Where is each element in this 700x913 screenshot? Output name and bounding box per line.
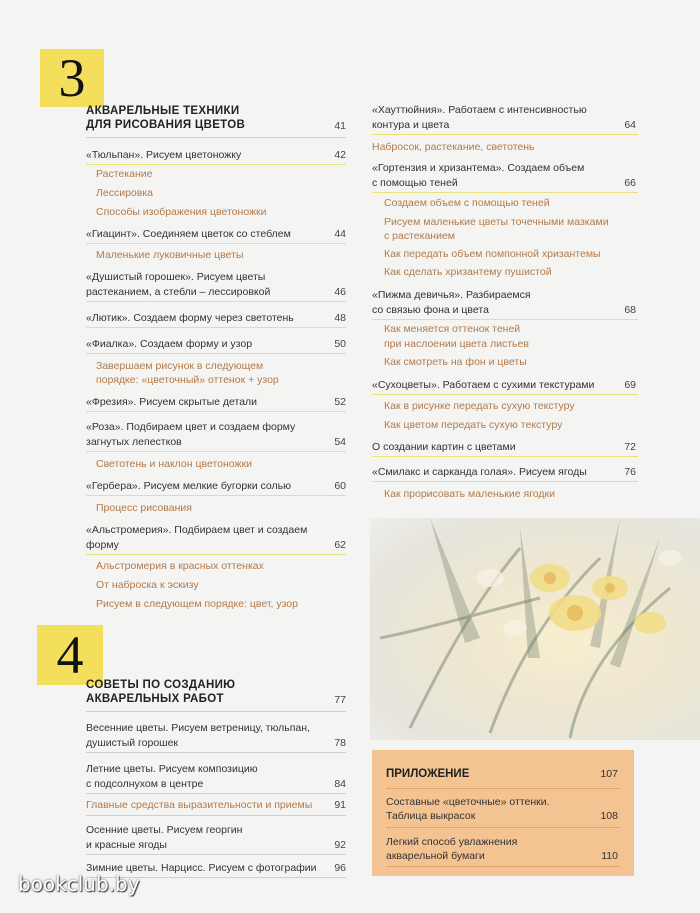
chapter-4-number: 4 [56, 625, 84, 685]
toc-subentry: Как прорисовать маленькие ягодки [384, 488, 555, 500]
toc-page: 84 [334, 778, 346, 790]
toc-entry: с подсолнухом в центре [86, 778, 204, 790]
toc-entry: «Хауттюйния». Работаем с интенсивностью [372, 104, 587, 116]
toc-entry: «Тюльпан». Рисуем цветоножку [86, 149, 242, 161]
toc-subentry: Как меняется оттенок теней [384, 323, 521, 335]
toc-subentry: Как в рисунке передать сухую текстуру [384, 400, 575, 412]
toc-subentry: Рисуем в следующем порядке: цвет, узор [96, 598, 298, 610]
toc-entry: О создании картин с цветами [372, 441, 516, 453]
toc-entry: «Смилакс и сарканда голая». Рисуем ягоды [372, 466, 587, 478]
appendix-item-page: 108 [600, 810, 618, 822]
toc-page: 46 [334, 286, 346, 298]
toc-subentry: Создаем объем с помощью теней [384, 197, 550, 209]
toc-page: 50 [334, 338, 346, 350]
chapter-4-title [86, 678, 235, 706]
divider [372, 481, 638, 482]
flower-painting [370, 518, 700, 740]
toc-page: 66 [624, 177, 636, 189]
divider [86, 411, 346, 412]
divider [86, 301, 346, 302]
divider [86, 327, 346, 328]
toc-subentry: порядке: «цветочный» оттенок + узор [96, 374, 279, 386]
toc-subentry: Способы изображения цветоножки [96, 206, 267, 218]
toc-entry: контура и цвета [372, 119, 450, 131]
toc-subentry: Альстромерия в красных оттенках [96, 560, 264, 572]
toc-subentry: Лессировка [96, 187, 154, 199]
divider [372, 192, 638, 193]
toc-subentry: при наслоении цвета листьев [384, 338, 529, 350]
divider [86, 495, 346, 496]
chapter-4-title-line2: АКВАРЕЛЬНЫХ РАБОТ [86, 693, 224, 705]
appendix-title: ПРИЛОЖЕНИЕ [386, 768, 470, 780]
appendix-item-line2: акварельной бумаги [386, 850, 485, 862]
toc-page: 78 [334, 737, 346, 749]
toc-entry: загнутых лепестков [86, 436, 182, 448]
divider [372, 394, 638, 395]
divider [86, 353, 346, 354]
toc-page: 69 [624, 379, 636, 391]
toc-entry: со связью фона и цвета [372, 304, 489, 316]
divider [386, 866, 620, 867]
toc-page: 72 [624, 441, 636, 453]
chapter-3-page: 41 [334, 120, 346, 132]
toc-subentry: Процесс рисования [96, 502, 192, 514]
toc-subentry: с растеканием [384, 230, 456, 242]
toc-subentry: Маленькие луковичные цветы [96, 249, 244, 261]
toc-page: 62 [334, 539, 346, 551]
divider [372, 456, 638, 457]
chapter-3-title [86, 104, 245, 132]
toc-subentry: Как смотреть на фон и цветы [384, 356, 527, 368]
toc-entry: форму [86, 539, 119, 551]
appendix-item-line1: Легкий способ увлажнения [386, 836, 518, 848]
divider [86, 854, 346, 855]
toc-subentry: От наброска к эскизу [96, 579, 199, 591]
toc-entry: «Сухоцветы». Работаем с сухими текстурами [372, 379, 595, 391]
toc-entry: «Роза». Подбираем цвет и создаем форму [86, 421, 296, 433]
toc-entry: «Душистый горошек». Рисуем цветы [86, 271, 266, 283]
divider [86, 711, 346, 712]
toc-entry: Весенние цветы. Рисуем ветреницу, тюльпан, [86, 722, 310, 734]
toc-page: 42 [334, 149, 346, 161]
toc-entry: «Альстромерия». Подбираем цвет и создаем [86, 524, 308, 536]
toc-page: 96 [334, 862, 346, 874]
toc-page: 54 [334, 436, 346, 448]
chapter-3-title-line2: ДЛЯ РИСОВАНИЯ ЦВЕТОВ [86, 119, 246, 131]
chapter-4-badge [37, 625, 103, 685]
toc-subentry: Завершаем рисунок в следующем [96, 360, 264, 372]
toc-subentry: Набросок, растекание, светотень [372, 141, 535, 153]
divider [86, 137, 346, 138]
chapter-3-badge [40, 49, 104, 107]
toc-page: 68 [624, 304, 636, 316]
toc-subentry: Растекание [96, 168, 153, 180]
appendix-item-line1: Составные «цветочные» оттенки. [386, 796, 550, 808]
toc-entry: «Гербера». Рисуем мелкие бугорки солью [86, 480, 292, 492]
divider [372, 134, 638, 135]
toc-page: 92 [334, 839, 346, 851]
toc-subentry: Светотень и наклон цветоножки [96, 458, 252, 470]
toc-subentry: Как сделать хризантему пушистой [384, 266, 552, 278]
toc-entry: с помощью теней [372, 177, 458, 189]
toc-entry: «Фрезия». Рисуем скрытые детали [86, 396, 258, 408]
chapter-3-number: 3 [58, 48, 86, 108]
toc-page: 52 [334, 396, 346, 408]
toc-entry: Летние цветы. Рисуем композицию [86, 763, 258, 775]
toc-page: 60 [334, 480, 346, 492]
divider [86, 752, 346, 753]
toc-subentry: Рисуем маленькие цветы точечными мазками [384, 216, 609, 228]
divider [86, 243, 346, 244]
toc-entry: растеканием, а стебли – лессировкой [86, 286, 271, 298]
toc-entry: «Гортензия и хризантема». Создаем объем [372, 162, 585, 174]
toc-subentry: Как цветом передать сухую текстуру [384, 419, 563, 431]
divider [86, 554, 346, 555]
chapter-3-title-line1: АКВАРЕЛЬНЫЕ ТЕХНИКИ [86, 105, 240, 117]
toc-page: 91 [334, 799, 346, 811]
divider [372, 319, 638, 320]
toc-entry: Осенние цветы. Рисуем георгин [86, 824, 243, 836]
toc-subentry: Как передать объем помпонной хризантемы [384, 248, 601, 260]
appendix-box [372, 750, 634, 876]
divider [86, 451, 346, 452]
chapter-4-title-line1: СОВЕТЫ ПО СОЗДАНИЮ [86, 679, 236, 691]
toc-page: 64 [624, 119, 636, 131]
watermark: bookclub.by [18, 872, 140, 896]
toc-entry: «Фиалка». Создаем форму и узор [86, 338, 253, 350]
toc-entry: и красные ягоды [86, 839, 167, 851]
toc-entry: «Лютик». Создаем форму через светотень [86, 312, 294, 324]
toc-entry: «Пижма девичья». Разбираемся [372, 289, 531, 301]
chapter-4-page: 77 [334, 694, 346, 706]
divider [86, 793, 346, 794]
divider [86, 815, 346, 816]
appendix-item-line2: Таблица выкрасок [386, 810, 476, 822]
divider [386, 827, 620, 828]
watercolor-illustration [370, 518, 700, 740]
toc-entry: душистый горошек [86, 737, 179, 749]
toc-page: 44 [334, 228, 346, 240]
appendix-item-page: 110 [601, 850, 618, 862]
toc-subentry: Главные средства выразительности и приемы [86, 799, 313, 811]
divider [386, 788, 620, 789]
divider [86, 164, 346, 165]
appendix-page: 107 [600, 768, 618, 780]
toc-page: 48 [334, 312, 346, 324]
toc-page: 76 [624, 466, 636, 478]
toc-entry: «Гиацинт». Соединяем цветок со стеблем [86, 228, 291, 240]
toc-entry: Зимние цветы. Нарцисс. Рисуем с фотографии [86, 862, 317, 874]
